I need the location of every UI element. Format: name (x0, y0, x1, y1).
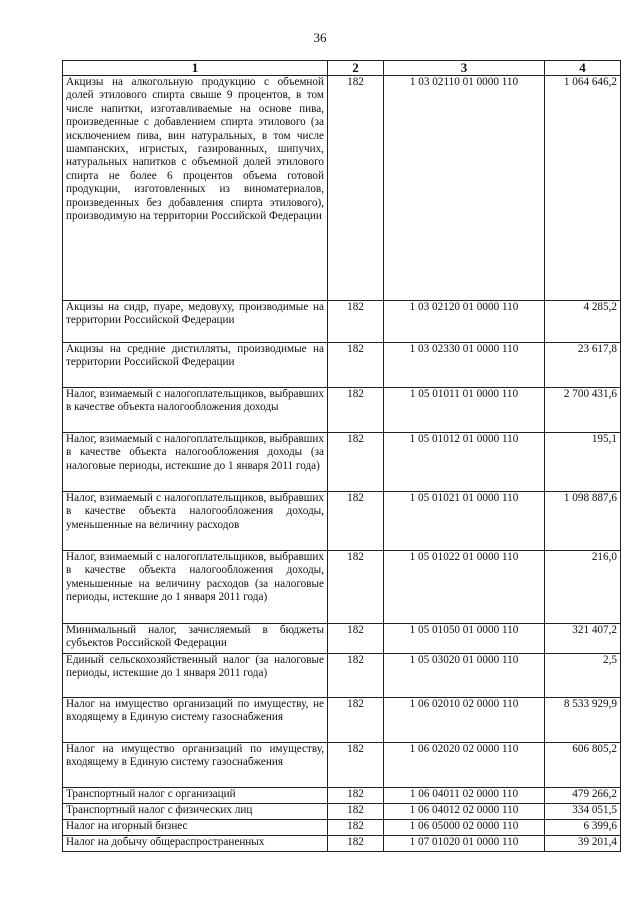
revenue-name: Налог на имущество организаций по имуществу, не входящему в Единую систему газоснабжения (63, 698, 328, 743)
admin-code: 182 (328, 492, 384, 551)
revenue-name: Налог, взимаемый с налогоплательщиков, выбравших в качестве объекта налогообложения доходы, уменьшенные на величину расходов (за налоговые периоды, истекшие до 1 января 2011 года) (63, 551, 328, 624)
table-row (63, 624, 621, 654)
budget-code: 1 05 01050 01 0000 110 (384, 624, 545, 654)
amount: 606 805,2 (545, 743, 621, 788)
table-row (63, 492, 621, 551)
amount: 2 700 431,6 (545, 388, 621, 433)
admin-code: 182 (328, 836, 384, 852)
table-row (63, 301, 621, 343)
admin-code: 182 (328, 804, 384, 820)
admin-code: 182 (328, 388, 384, 433)
budget-code: 1 06 05000 02 0000 110 (384, 820, 545, 836)
table-row (63, 343, 621, 388)
budget-code: 1 05 01022 01 0000 110 (384, 551, 545, 624)
admin-code: 182 (328, 654, 384, 698)
amount: 334 051,5 (545, 804, 621, 820)
amount: 39 201,4 (545, 836, 621, 852)
amount: 8 533 929,9 (545, 698, 621, 743)
header-col-4: 4 (545, 61, 621, 76)
amount: 6 399,6 (545, 820, 621, 836)
amount: 195,1 (545, 433, 621, 492)
amount: 216,0 (545, 551, 621, 624)
revenue-name: Акцизы на алкогольную продукцию с объемной долей этилового спирта свыше 9 процентов, в том числе напитки, изготавливаемые на основе пива, произведенные с добавлением спирта этилового (за исключением пива, вин натуральных, в том числе шампанских, игристых, газированных, шипучих, натуральных напитков с объемной долей этилового спирта не более 6 процентов объема готовой продукции, изготовленных из виноматериалов, произведенных без добавления спирта этилового), производимую на территории Российской Федерации (63, 76, 328, 301)
admin-code: 182 (328, 743, 384, 788)
budget-code: 1 07 01020 01 0000 110 (384, 836, 545, 852)
budget-code: 1 06 02010 02 0000 110 (384, 698, 545, 743)
header-col-2: 2 (328, 61, 384, 76)
admin-code: 182 (328, 698, 384, 743)
budget-code: 1 05 01012 01 0000 110 (384, 433, 545, 492)
amount: 2,5 (545, 654, 621, 698)
budget-code: 1 06 02020 02 0000 110 (384, 743, 545, 788)
admin-code: 182 (328, 433, 384, 492)
table-row (63, 433, 621, 492)
table-row (63, 804, 621, 820)
page-number: 36 (313, 30, 327, 45)
table-row (63, 76, 621, 301)
budget-code: 1 03 02110 01 0000 110 (384, 76, 545, 301)
revenue-name: Налог на имущество организаций по имуществу, входящему в Единую систему газоснабжения (63, 743, 328, 788)
budget-code: 1 06 04012 02 0000 110 (384, 804, 545, 820)
revenue-name: Акцизы на средние дистилляты, производимые на территории Российской Федерации (63, 343, 328, 388)
admin-code: 182 (328, 624, 384, 654)
header-col-1: 1 (63, 61, 328, 76)
table-row (63, 836, 621, 852)
budget-code: 1 05 01021 01 0000 110 (384, 492, 545, 551)
amount: 321 407,2 (545, 624, 621, 654)
amount: 1 098 887,6 (545, 492, 621, 551)
revenue-name: Налог, взимаемый с налогоплательщиков, выбравших в качестве объекта налогообложения доходы (63, 388, 328, 433)
table-row (63, 654, 621, 698)
admin-code: 182 (328, 788, 384, 804)
table-row (63, 788, 621, 804)
budget-code: 1 06 04011 02 0000 110 (384, 788, 545, 804)
revenue-name: Налог на добычу общераспространенных (63, 836, 328, 852)
admin-code: 182 (328, 301, 384, 343)
budget-code: 1 03 02120 01 0000 110 (384, 301, 545, 343)
amount: 1 064 646,2 (545, 76, 621, 301)
budget-code: 1 03 02330 01 0000 110 (384, 343, 545, 388)
amount: 479 266,2 (545, 788, 621, 804)
admin-code: 182 (328, 343, 384, 388)
table-row (63, 820, 621, 836)
budget-code: 1 05 01011 01 0000 110 (384, 388, 545, 433)
amount: 23 617,8 (545, 343, 621, 388)
revenue-name: Минимальный налог, зачисляемый в бюджеты субъектов Российской Федерации (63, 624, 328, 654)
header-col-3: 3 (384, 61, 545, 76)
admin-code: 182 (328, 76, 384, 301)
table-row (63, 743, 621, 788)
revenue-name: Акцизы на сидр, пуаре, медовуху, производимые на территории Российской Федерации (63, 301, 328, 343)
amount: 4 285,2 (545, 301, 621, 343)
revenue-name: Транспортный налог с физических лиц (63, 804, 328, 820)
header-row (63, 61, 621, 76)
revenue-name: Налог, взимаемый с налогоплательщиков, выбравших в качестве объекта налогообложения доходы (за налоговые периоды, истекшие до 1 января 2011 года) (63, 433, 328, 492)
revenue-name: Налог на игорный бизнес (63, 820, 328, 836)
budget-code: 1 05 03020 01 0000 110 (384, 654, 545, 698)
table-row (63, 388, 621, 433)
revenue-table (62, 60, 621, 852)
revenue-name: Транспортный налог с организаций (63, 788, 328, 804)
table-row (63, 551, 621, 624)
admin-code: 182 (328, 551, 384, 624)
table-row (63, 698, 621, 743)
admin-code: 182 (328, 820, 384, 836)
revenue-name: Единый сельскохозяйственный налог (за налоговые периоды, истекшие до 1 января 2011 года) (63, 654, 328, 698)
revenue-name: Налог, взимаемый с налогоплательщиков, выбравших в качестве объекта налогообложения доходы, уменьшенные на величину расходов (63, 492, 328, 551)
